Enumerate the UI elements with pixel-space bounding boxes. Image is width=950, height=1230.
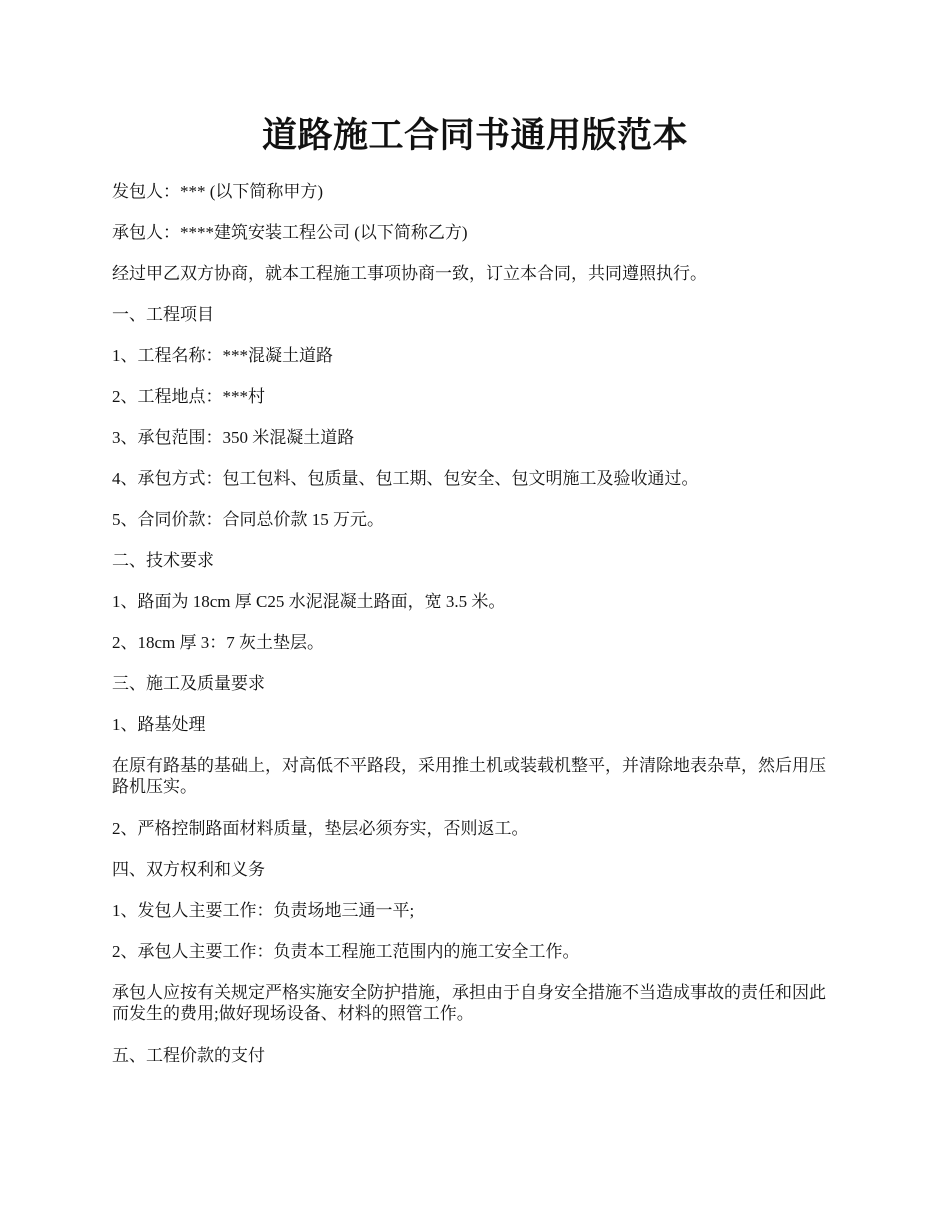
party-a-line: 发包人：*** (以下简称甲方): [112, 182, 324, 201]
clause-contract-method: 4、承包方式：包工包料、包质量、包工期、包安全、包文明施工及验收通过。: [112, 469, 699, 488]
clause-road-surface: 1、路面为 18cm 厚 C25 水泥混凝土路面，宽 3.5 米。: [112, 592, 506, 611]
section-heading-2: 二、技术要求: [112, 551, 214, 570]
section-heading-4: 四、双方权利和义务: [112, 860, 265, 879]
party-b-line: 承包人：****建筑安装工程公司 (以下简称乙方): [112, 223, 468, 242]
clause-contract-price: 5、合同价款：合同总价款 15 万元。: [112, 510, 384, 529]
clause-material-quality: 2、严格控制路面材料质量，垫层必须夯实，否则返工。: [112, 819, 529, 838]
section-heading-3: 三、施工及质量要求: [112, 674, 265, 693]
section-heading-5: 五、工程价款的支付: [112, 1046, 265, 1065]
clause-contractor-duties: 2、承包人主要工作：负责本工程施工范围内的施工安全工作。: [112, 942, 580, 961]
clause-employer-duties: 1、发包人主要工作：负责场地三通一平;: [112, 901, 415, 920]
document-title: 道路施工合同书通用版范本: [261, 116, 688, 155]
clause-subgrade-detail: 在原有路基的基础上，对高低不平路段，采用推土机或装载机整平，并清除地表杂草，然后用压路机压实。: [112, 756, 826, 796]
clause-project-location: 2、工程地点：***村: [112, 387, 265, 406]
clause-scope: 3、承包范围：350 米混凝土道路: [112, 428, 355, 447]
clause-base-layer: 2、18cm 厚 3：7 灰土垫层。: [112, 633, 325, 652]
agreement-intro: 经过甲乙双方协商，就本工程施工事项协商一致，订立本合同，共同遵照执行。: [112, 264, 707, 283]
section-heading-1: 一、工程项目: [112, 305, 214, 324]
clause-safety-measures: 承包人应按有关规定严格实施安全防护措施，承担由于自身安全措施不当造成事故的责任和因此而发生的费用;做好现场设备、材料的照管工作。: [112, 983, 826, 1023]
clause-subgrade-title: 1、路基处理: [112, 715, 206, 734]
clause-project-name: 1、工程名称：***混凝土道路: [112, 346, 333, 365]
document-body: [112, 181, 842, 1086]
